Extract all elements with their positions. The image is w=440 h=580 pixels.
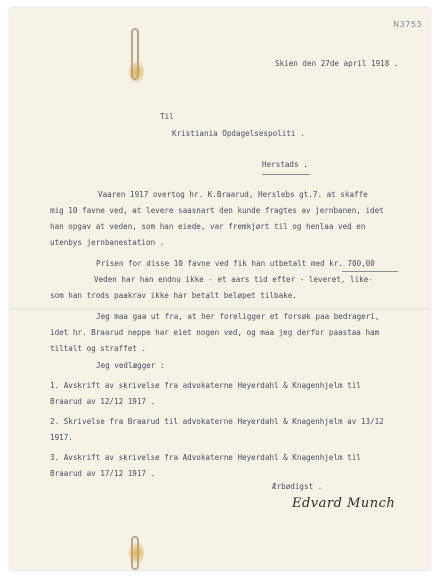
body-line: utenbys jernbanestation . (50, 238, 165, 247)
closing: Ærbødigst . (272, 482, 323, 491)
archive-number: N3753 (393, 20, 422, 29)
paper-fold-line (10, 308, 430, 310)
recipient: Kristiania Opdagelsespoliti . (172, 129, 305, 138)
body-line-price: Prisen for disse 10 favne ved fik han utbetalt med kr. 700,00 (96, 259, 375, 268)
handwritten-signature: Edvard Munch (292, 496, 396, 511)
body-line: han opgav at veden, som han eiede, var fremkjørt til og henlaa ved en (50, 222, 366, 231)
to-label: Til (160, 112, 174, 121)
body-line: mig 10 favne ved, at levere saasnart den kunde fragtes av jernbanen, idet (50, 206, 384, 215)
enclosure-item: 3. Avskrift av skrivelse fra Advokaterne Heyerdahl & Knagenhjelm til (50, 453, 361, 462)
enclosure-item-cont: 1917. (50, 433, 73, 442)
enclosure-item-cont: Braarud av 17/12 1917 . (50, 469, 156, 478)
enclosure-item: 2. Skrivelse fra Braarud til advokaterne Heyerdahl & Knagenhjelm av 13/12 (50, 417, 384, 426)
place-date-line: Skien den 27de april 1918 . (275, 59, 399, 68)
letter-page (10, 8, 430, 570)
location-underline (262, 174, 310, 175)
body-line: tiltalt og straffet . (50, 344, 147, 353)
location-heading: Herstads . (262, 160, 308, 169)
body-line: som han trods paakrav ikke har betalt beløpet tilbake. (50, 291, 297, 300)
enclosure-item: 1. Avskrift av skrivelse fra advokaterne Heyerdahl & Knagenhjelm til (50, 381, 361, 390)
rust-stain (129, 61, 144, 83)
body-line: Vaaren 1917 overtog hr. K.Braarud, Herslebs gt.7. at skaffe (98, 190, 368, 199)
body-line: idet hr. Braarud neppe har eiet nogen ved, og maa jeg derfor paastaa ham (50, 328, 380, 337)
rust-stain (129, 542, 144, 564)
body-line: Jeg maa gaa ut fra, at her foreligger et forsøk paa bedrageri, (96, 312, 380, 321)
enclosure-item-cont: Braarud av 12/12 1917 . (50, 397, 156, 406)
body-line: Veden har han endnu ikke - et aars tid efter - leveret, like- (94, 275, 373, 284)
enclosures-intro: Jeg vedlægger : (96, 361, 165, 370)
price-underline (342, 271, 398, 272)
